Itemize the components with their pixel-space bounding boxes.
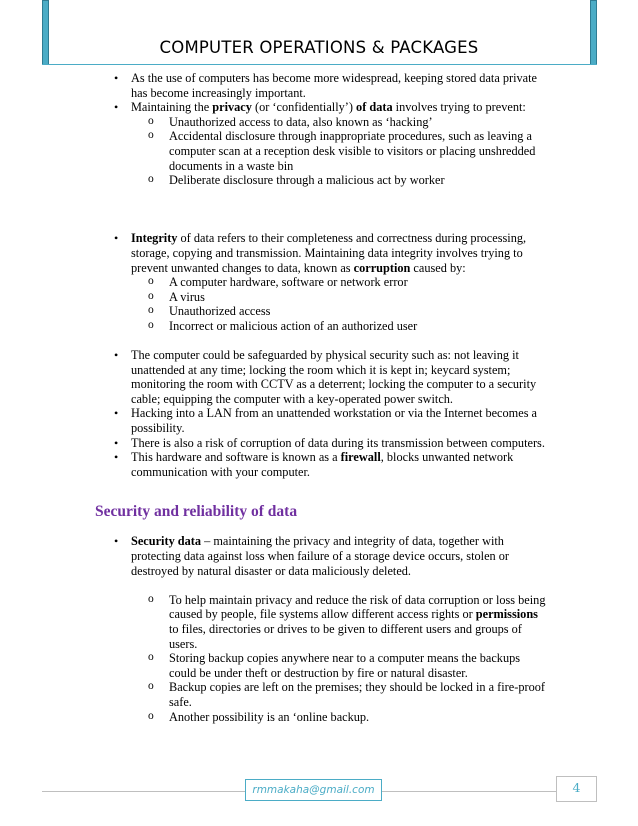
sub-bullet-item: o A computer hardware, software or network error [0,275,638,290]
page-header-title: COMPUTER OPERATIONS & PACKAGES [159,38,479,57]
bullet-item: • The computer could be safeguarded by physical security such as: not leaving it unattended at any time; locking the room which it is kept in; keycard system; monitoring the room with CCTV as a deterrent; locking the computer to a security cable; equipping the computer with a key-operated power switch. [0,348,638,406]
bullet-item: • There is also a risk of corruption of data during its transmission between computers. [0,436,638,451]
sub-bullet-item: o Unauthorized access [0,304,638,319]
document-body [0,71,638,724]
header-rule [42,64,597,65]
footer-email: rmmakaha@gmail.com [245,779,382,801]
sub-bullet-item: o A virus [0,290,638,305]
bullet-item: • This hardware and software is known as a firewall, blocks unwanted network communication with your computer. [0,450,638,479]
page-number: 4 [572,780,581,795]
bullet-item: • As the use of computers has become more widespread, keeping stored data private has become increasingly important. [0,71,638,100]
sub-bullet-item: o Backup copies are left on the premises; they should be locked in a fire-proof safe. [0,680,638,709]
bullet-item: • Maintaining the privacy (or ‘confidentially’) of data involves trying to prevent: [0,100,638,115]
bullet-item: • Security data – maintaining the privacy and integrity of data, together with protecting data against loss when failure of a storage device occurs, stolen or destroyed by natural disaster or data maliciously deleted. [0,534,638,578]
sub-bullet-item: o Storing backup copies anywhere near to a computer means the backups could be under theft or destruction by fire or natural disaster. [0,651,638,680]
sub-bullet-item: o Incorrect or malicious action of an authorized user [0,319,638,334]
sub-bullet-item: o Another possibility is an ‘online backup. [0,710,638,725]
section-heading: Security and reliability of data [95,503,298,521]
sub-bullet-item: o Unauthorized access to data, also known as ‘hacking’ [0,115,638,130]
sub-bullet-item: o Accidental disclosure through inappropriate procedures, such as leaving a computer scan at a reception desk visible to visitors or placing unshredded documents in a waste bin [0,129,638,173]
bullet-item: • Hacking into a LAN from an unattended workstation or via the Internet becomes a possibility. [0,406,638,435]
bullet-item: • Integrity of data refers to their completeness and correctness during processing, storage, copying and transmission. Maintaining data integrity involves trying to prevent unwanted changes to data, known as corruption caused by: [0,231,638,275]
sub-bullet-item: o Deliberate disclosure through a malicious act by worker [0,173,638,188]
sub-bullet-item: o To help maintain privacy and reduce the risk of data corruption or loss being caused by people, file systems allow different access rights or permissions to files, directories or drives to be given to different users and groups of users. [0,593,638,651]
